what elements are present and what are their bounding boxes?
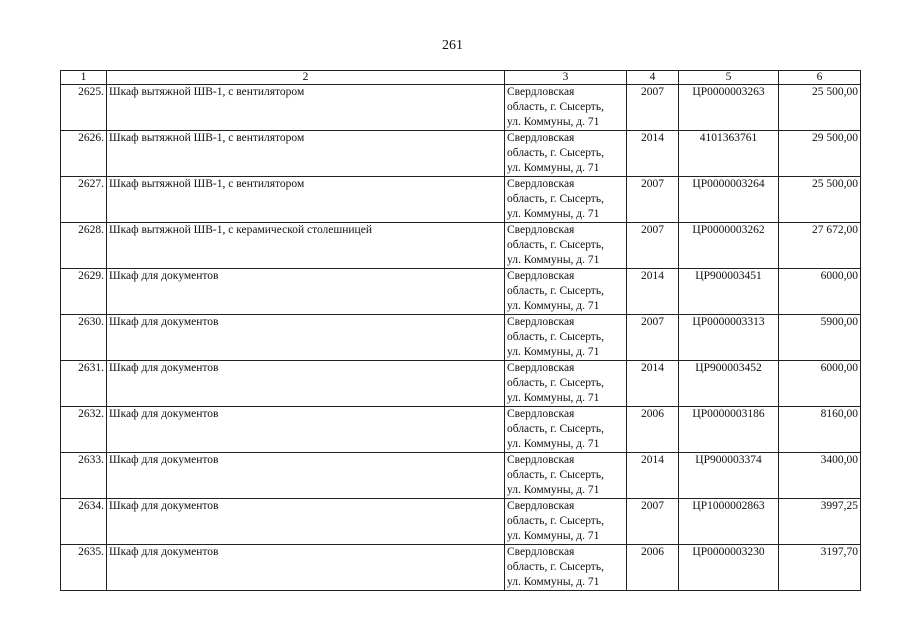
item-address [505, 85, 627, 131]
row-number: 2629. [61, 269, 107, 315]
row-number: 2626. [61, 131, 107, 177]
inventory-number: ЦР900003452 [679, 361, 779, 407]
table-row [61, 499, 861, 545]
item-name: Шкаф вытяжной ШВ-1, с вентилятором [107, 177, 505, 223]
header-col-5: 5 [679, 71, 779, 85]
year-value: 2014 [627, 269, 679, 315]
inventory-number: ЦР0000003262 [679, 223, 779, 269]
address-line: Свердловская [507, 500, 575, 512]
page-number: 261 [442, 38, 463, 53]
year-value: 2014 [627, 131, 679, 177]
address-line: ул. Коммуны, д. 71 [507, 484, 600, 496]
inventory-number: ЦР900003451 [679, 269, 779, 315]
item-name: Шкаф для документов [107, 499, 505, 545]
header-col-2: 2 [107, 71, 505, 85]
address-line: Свердловская [507, 362, 575, 374]
item-address [505, 545, 627, 591]
address-line: Свердловская [507, 270, 575, 282]
address-line: Свердловская [507, 454, 575, 466]
item-name: Шкаф для документов [107, 361, 505, 407]
item-address [505, 131, 627, 177]
table-row [61, 361, 861, 407]
row-number: 2628. [61, 223, 107, 269]
address-line: ул. Коммуны, д. 71 [507, 392, 600, 404]
item-address [505, 315, 627, 361]
table-row [61, 453, 861, 499]
inventory-number: ЦР0000003186 [679, 407, 779, 453]
table-body [61, 85, 861, 591]
year-value: 2007 [627, 315, 679, 361]
price-value: 27 672,00 [779, 223, 861, 269]
table-row [61, 407, 861, 453]
year-value: 2006 [627, 545, 679, 591]
table-row [61, 131, 861, 177]
address-line: область, г. Сысерть, [507, 515, 604, 527]
item-address [505, 407, 627, 453]
address-line: область, г. Сысерть, [507, 147, 604, 159]
property-registry-table [60, 70, 861, 591]
inventory-number: 4101363761 [679, 131, 779, 177]
row-number: 2633. [61, 453, 107, 499]
year-value: 2007 [627, 177, 679, 223]
address-line: Свердловская [507, 178, 575, 190]
header-col-1: 1 [61, 71, 107, 85]
address-line: область, г. Сысерть, [507, 377, 604, 389]
item-name: Шкаф для документов [107, 315, 505, 361]
item-address [505, 361, 627, 407]
address-line: область, г. Сысерть, [507, 193, 604, 205]
header-row [61, 71, 861, 85]
address-line: ул. Коммуны, д. 71 [507, 254, 600, 266]
item-name: Шкаф вытяжной ШВ-1, с вентилятором [107, 131, 505, 177]
item-name: Шкаф для документов [107, 545, 505, 591]
inventory-number: ЦР900003374 [679, 453, 779, 499]
item-name: Шкаф вытяжной ШВ-1, с вентилятором [107, 85, 505, 131]
price-value: 6000,00 [779, 361, 861, 407]
year-value: 2006 [627, 407, 679, 453]
year-value: 2007 [627, 85, 679, 131]
address-line: ул. Коммуны, д. 71 [507, 576, 600, 588]
price-value: 5900,00 [779, 315, 861, 361]
price-value: 25 500,00 [779, 177, 861, 223]
item-address [505, 499, 627, 545]
price-value: 3197,70 [779, 545, 861, 591]
address-line: область, г. Сысерть, [507, 469, 604, 481]
row-number: 2625. [61, 85, 107, 131]
price-value: 29 500,00 [779, 131, 861, 177]
address-line: Свердловская [507, 408, 575, 420]
row-number: 2630. [61, 315, 107, 361]
inventory-number: ЦР0000003230 [679, 545, 779, 591]
item-address [505, 453, 627, 499]
address-line: Свердловская [507, 132, 575, 144]
address-line: ул. Коммуны, д. 71 [507, 208, 600, 220]
address-line: область, г. Сысерть, [507, 423, 604, 435]
address-line: ул. Коммуны, д. 71 [507, 346, 600, 358]
price-value: 3400,00 [779, 453, 861, 499]
item-address [505, 177, 627, 223]
inventory-number: ЦР0000003313 [679, 315, 779, 361]
row-number: 2632. [61, 407, 107, 453]
address-line: область, г. Сысерть, [507, 331, 604, 343]
table-row [61, 545, 861, 591]
table-row [61, 177, 861, 223]
item-name: Шкаф для документов [107, 453, 505, 499]
header-col-6: 6 [779, 71, 861, 85]
address-line: область, г. Сысерть, [507, 101, 604, 113]
row-number: 2634. [61, 499, 107, 545]
table-row [61, 223, 861, 269]
item-address [505, 269, 627, 315]
address-line: ул. Коммуны, д. 71 [507, 162, 600, 174]
inventory-number: ЦР1000002863 [679, 499, 779, 545]
table-row [61, 269, 861, 315]
address-line: Свердловская [507, 316, 575, 328]
item-name: Шкаф вытяжной ШВ-1, с керамической столешницей [107, 223, 505, 269]
table-row [61, 315, 861, 361]
address-line: ул. Коммуны, д. 71 [507, 116, 600, 128]
inventory-number: ЦР0000003263 [679, 85, 779, 131]
year-value: 2014 [627, 453, 679, 499]
header-col-3: 3 [505, 71, 627, 85]
address-line: Свердловская [507, 546, 575, 558]
price-value: 25 500,00 [779, 85, 861, 131]
address-line: область, г. Сысерть, [507, 285, 604, 297]
row-number: 2627. [61, 177, 107, 223]
table-row [61, 85, 861, 131]
year-value: 2007 [627, 223, 679, 269]
price-value: 8160,00 [779, 407, 861, 453]
address-line: область, г. Сысерть, [507, 561, 604, 573]
row-number: 2635. [61, 545, 107, 591]
price-value: 3997,25 [779, 499, 861, 545]
address-line: ул. Коммуны, д. 71 [507, 300, 600, 312]
header-col-4: 4 [627, 71, 679, 85]
address-line: ул. Коммуны, д. 71 [507, 438, 600, 450]
address-line: область, г. Сысерть, [507, 239, 604, 251]
item-address [505, 223, 627, 269]
item-name: Шкаф для документов [107, 269, 505, 315]
row-number: 2631. [61, 361, 107, 407]
inventory-number: ЦР0000003264 [679, 177, 779, 223]
address-line: Свердловская [507, 224, 575, 236]
year-value: 2014 [627, 361, 679, 407]
table-header [61, 71, 861, 85]
item-name: Шкаф для документов [107, 407, 505, 453]
address-line: Свердловская [507, 86, 575, 98]
address-line: ул. Коммуны, д. 71 [507, 530, 600, 542]
price-value: 6000,00 [779, 269, 861, 315]
year-value: 2007 [627, 499, 679, 545]
